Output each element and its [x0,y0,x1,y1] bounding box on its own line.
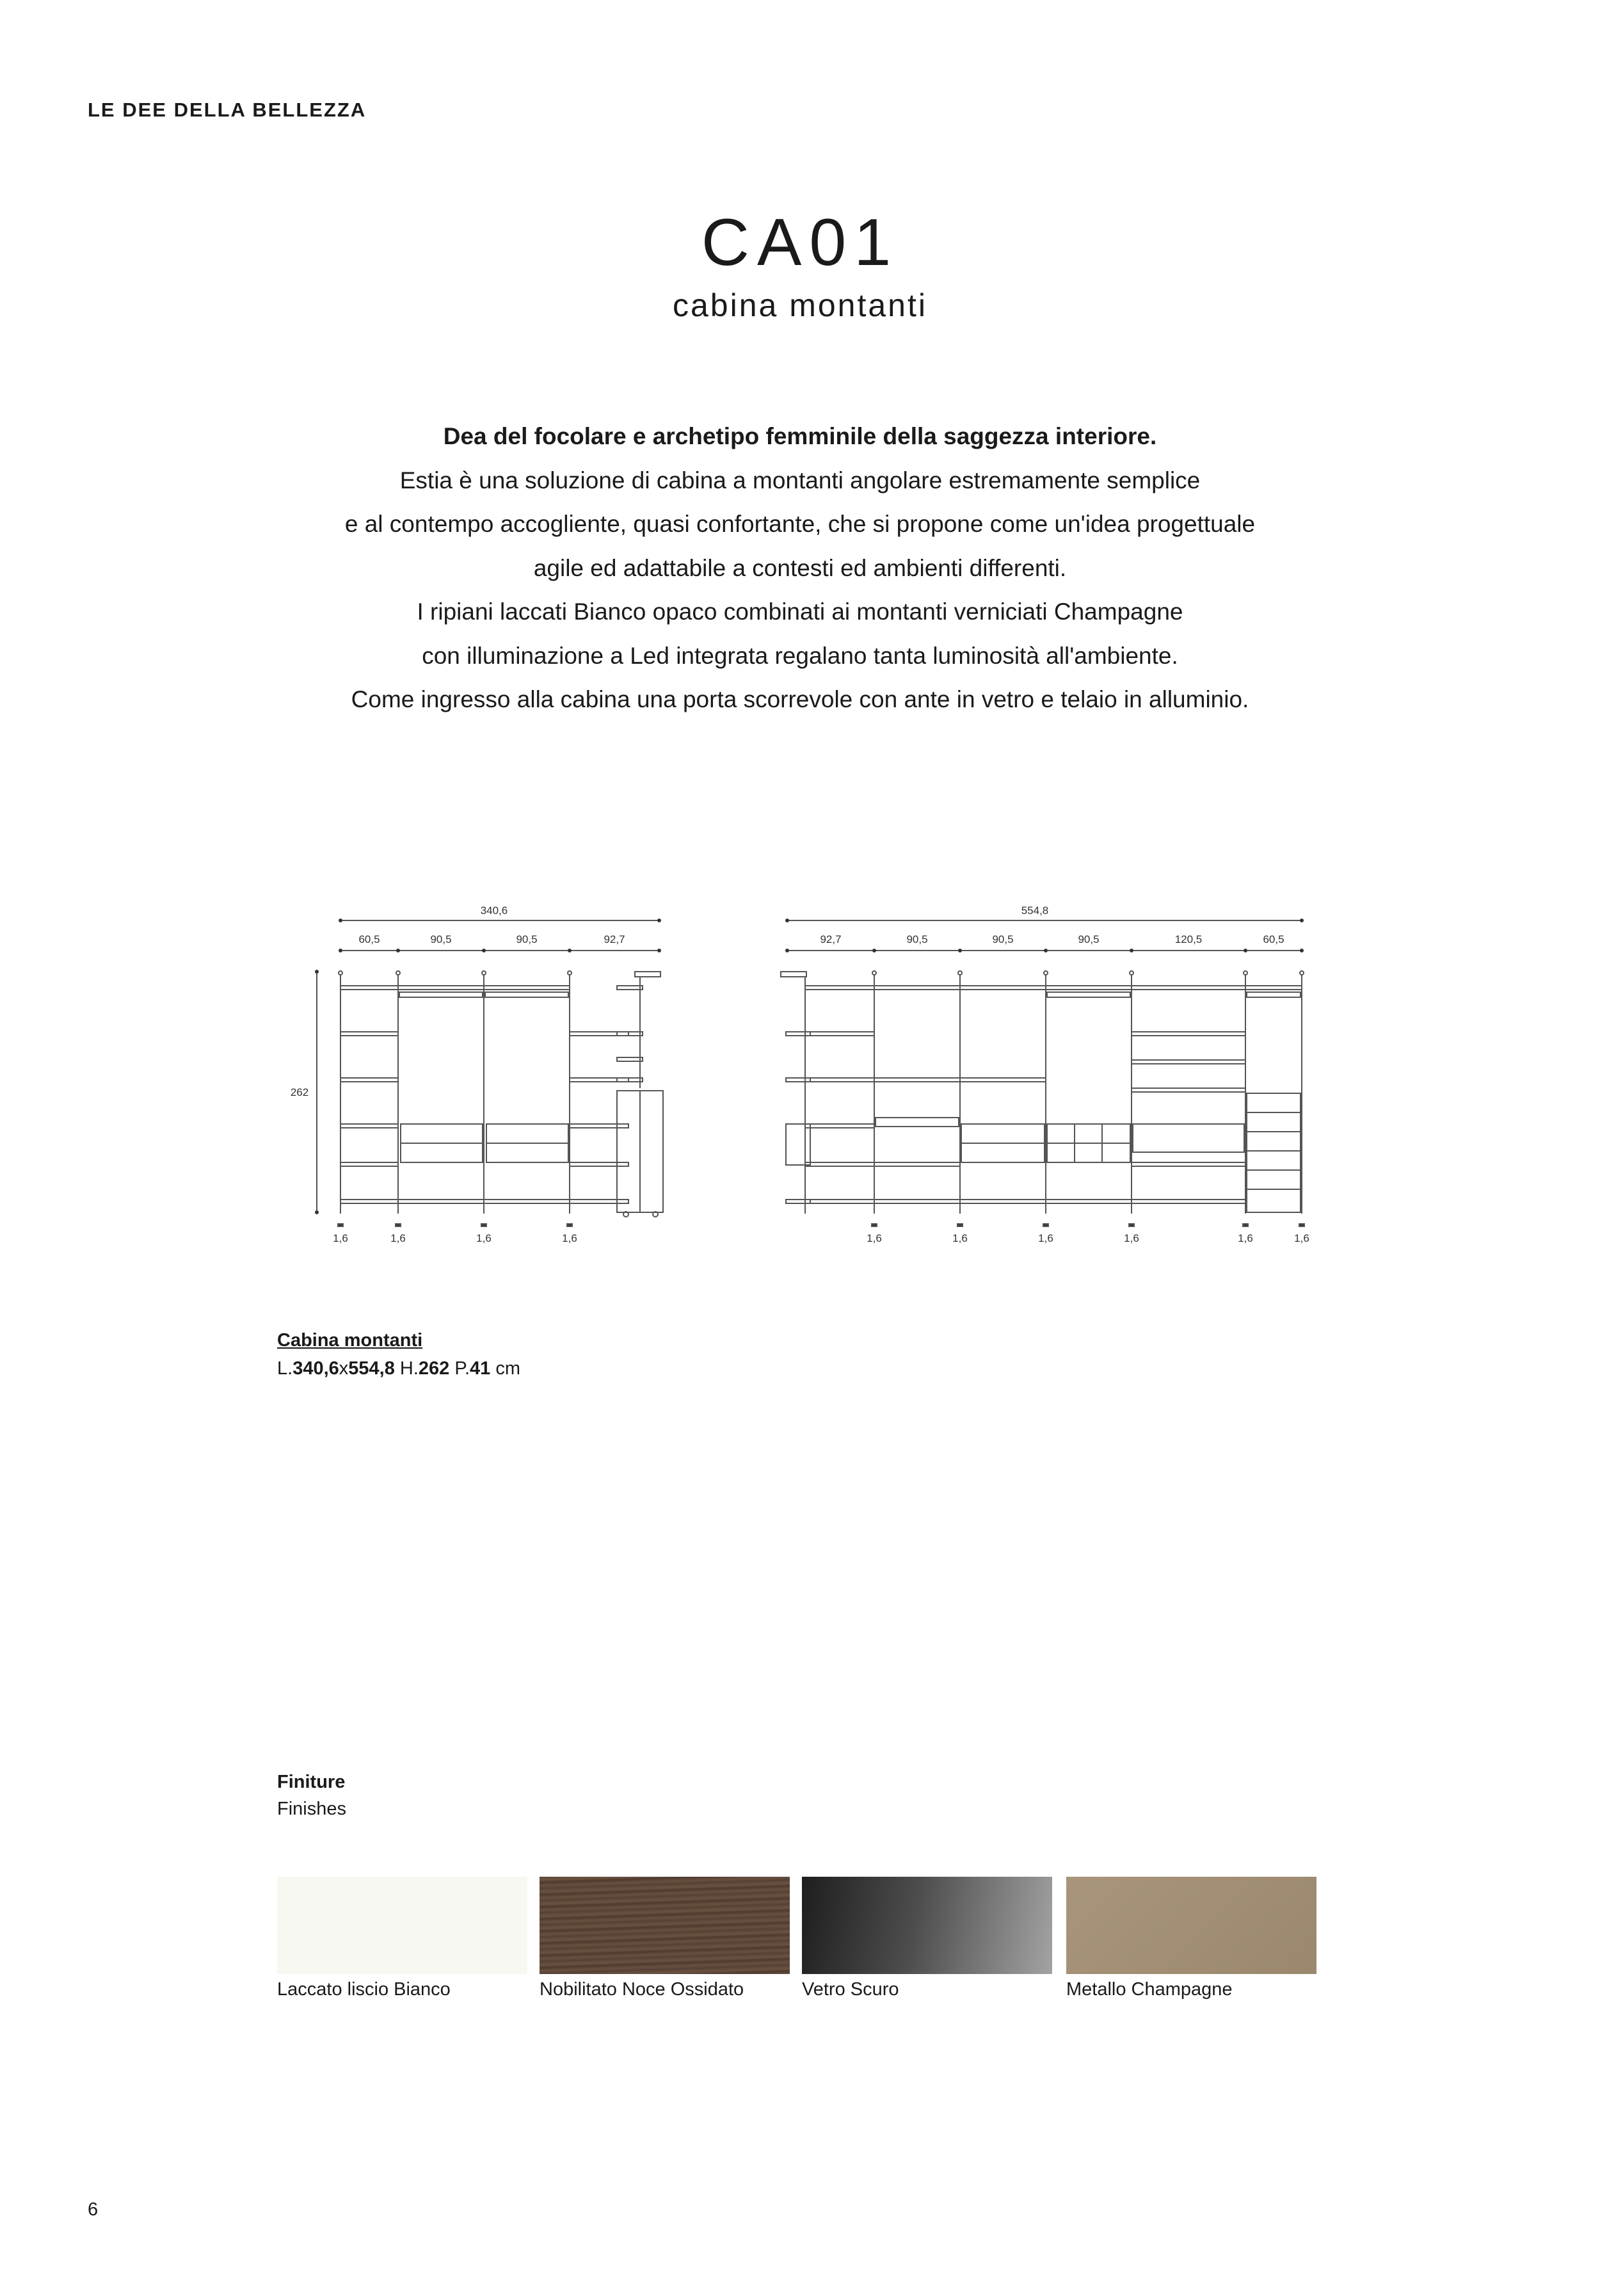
bay-width-label: 92,7 [820,933,842,945]
total-width-label: 340,6 [480,904,508,917]
swatch-metallo-champagne [1066,1877,1316,1974]
product-code: CA01 [701,205,899,280]
elevation-drawing-left [282,896,678,1255]
upright-width-label: 1,6 [333,1232,348,1244]
spec-width-b: 554,8 [348,1358,395,1379]
swatch-noce-ossidato [540,1877,790,1974]
spec-title: Cabina montanti [277,1330,423,1351]
finishes-title: Finiture [277,1772,346,1792]
upright-width-label: 1,6 [952,1232,968,1244]
bay-width-label: 90,5 [516,933,538,945]
spec-p-prefix: P. [449,1358,470,1379]
brand-header: LE DEE DELLA BELLEZZA [88,99,367,121]
upright-width-label: 1,6 [1038,1232,1053,1244]
upright-width-label: 1,6 [390,1232,406,1244]
spec-h-prefix: H. [394,1358,419,1379]
intro-text [224,415,1376,722]
bay-width-label: 92,7 [604,933,625,945]
intro-line: I ripiani laccati Bianco opaco combinati ai montanti verniciati Champagne [417,598,1183,625]
bay-width-label: 60,5 [358,933,380,945]
upright-width-label: 1,6 [867,1232,882,1244]
spec-height: 262 [418,1358,450,1379]
bay-width-label: 120,5 [1174,933,1203,945]
intro-line: Estia è una soluzione di cabina a montanti angolare estremamente semplice [399,467,1201,494]
upright-width-label: 1,6 [476,1232,492,1244]
bay-width-label: 90,5 [992,933,1014,945]
swatch-label: Vetro Scuro [802,1979,899,2000]
product-subtitle: cabina montanti [672,287,927,323]
bay-width-label: 90,5 [1078,933,1100,945]
intro-line: Come ingresso alla cabina una porta scorrevole con ante in vetro e telaio in alluminio. [351,686,1249,712]
elevation-drawing-right [768,896,1331,1255]
intro-lead: Dea del focolare e archetipo femminile della saggezza interiore. [443,423,1157,449]
total-width-label: 554,8 [1021,904,1049,917]
swatch-laccato-bianco [277,1877,527,1974]
bay-width-label: 90,5 [906,933,928,945]
spec-dimensions [277,1358,520,1379]
bay-width-label: 90,5 [430,933,452,945]
intro-line: con illuminazione a Led integrata regalano tanta luminosità all'ambiente. [422,642,1178,669]
swatch-label: Laccato liscio Bianco [277,1979,451,2000]
swatch-vetro-scuro [802,1877,1052,1974]
page-number: 6 [88,2199,99,2220]
swatch-label: Metallo Champagne [1066,1979,1233,2000]
height-label: 262 [290,1086,309,1098]
spec-l-prefix: L. [277,1358,293,1379]
upright-width-label: 1,6 [1238,1232,1253,1244]
upright-width-label: 1,6 [562,1232,577,1244]
spec-sep: x [339,1358,349,1379]
upright-width-label: 1,6 [1294,1232,1309,1244]
spec-width-a: 340,6 [292,1358,339,1379]
intro-line: e al contempo accogliente, quasi confortante, che si propone come un'idea progettuale [344,511,1256,537]
spec-depth: 41 [470,1358,491,1379]
finishes-subtitle: Finishes [277,1799,346,1819]
bay-width-label: 60,5 [1263,933,1284,945]
intro-line: agile ed adattabile a contesti ed ambienti differenti. [533,554,1067,581]
spec-unit: cm [490,1358,520,1379]
swatch-label: Nobilitato Noce Ossidato [540,1979,744,2000]
upright-width-label: 1,6 [1124,1232,1139,1244]
